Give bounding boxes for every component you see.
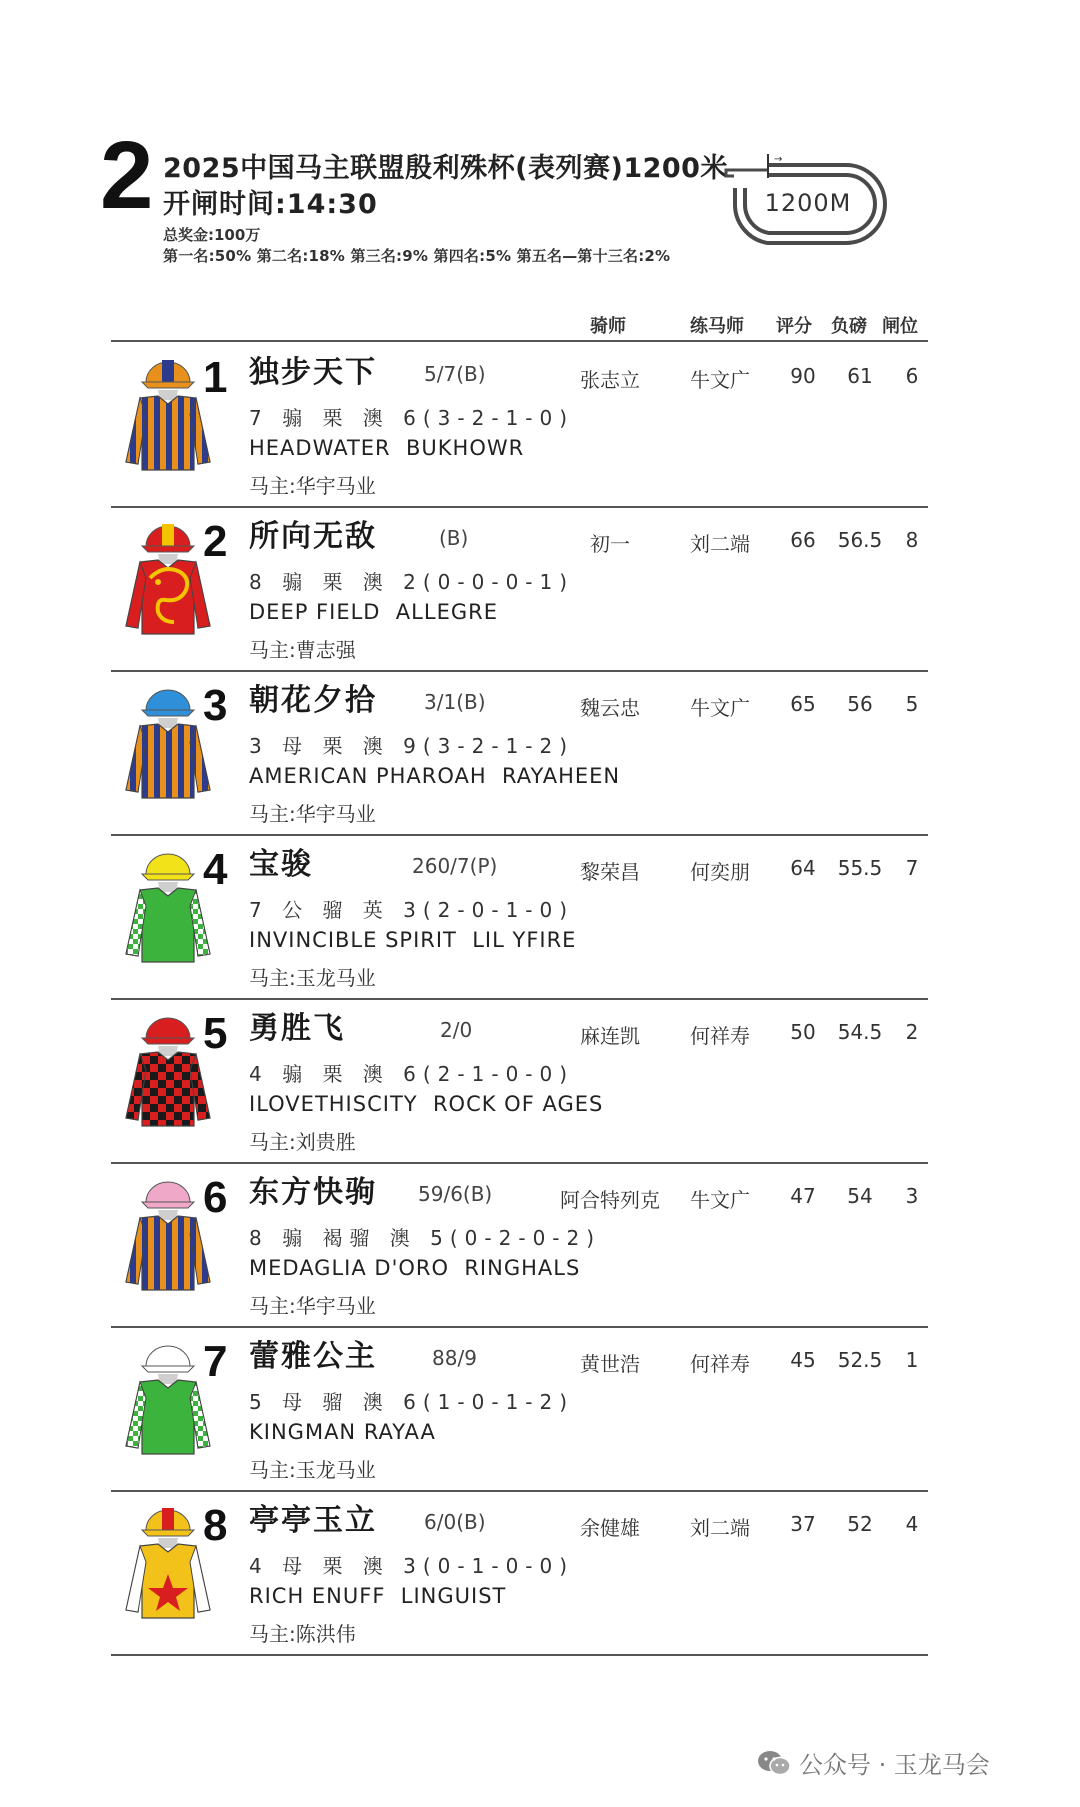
jockey-name: 麻连凯 — [580, 1024, 640, 1048]
runner-row — [0, 1328, 1080, 1492]
horse-details: 4 母 栗 澳 3(0-1-0-0) — [249, 1554, 575, 1578]
track-distance-label: 1200M — [764, 189, 852, 217]
runner-row — [0, 1000, 1080, 1164]
trainer-name: 牛文广 — [690, 1188, 750, 1212]
draw: 4 — [905, 1512, 919, 1536]
owner: 马主:陈洪伟 — [249, 1622, 356, 1646]
runner-number: 1 — [203, 353, 228, 402]
header-rule — [111, 340, 928, 342]
odds: 59/6(B) — [418, 1182, 493, 1206]
rating: 47 — [790, 1184, 816, 1208]
draw: 8 — [905, 528, 919, 552]
runner-row — [0, 836, 1080, 1000]
weight: 52 — [847, 1512, 873, 1536]
draw: 3 — [905, 1184, 919, 1208]
weight: 56 — [847, 692, 873, 716]
jockey-name: 魏云忠 — [580, 696, 640, 720]
sire-dam: MEDAGLIA D'ORO RINGHALS — [249, 1256, 581, 1280]
trainer-name: 何奕朋 — [690, 860, 750, 884]
horse-name: 朝花夕拾 — [249, 683, 377, 718]
jockey-name: 余健雄 — [580, 1516, 640, 1540]
sire-dam: AMERICAN PHAROAH RAYAHEEN — [249, 764, 621, 788]
footer-text: 公众号 · 玉龙马会 — [799, 1751, 990, 1779]
rating: 37 — [790, 1512, 816, 1536]
trainer-name: 何祥寿 — [690, 1024, 750, 1048]
owner: 马主:玉龙马业 — [249, 966, 376, 990]
header-jockey: 骑师 — [590, 316, 626, 337]
weight: 55.5 — [837, 856, 883, 880]
horse-name: 宝骏 — [249, 847, 313, 882]
jockey-name: 黄世浩 — [580, 1352, 640, 1376]
runner-row — [0, 508, 1080, 672]
draw: 1 — [905, 1348, 919, 1372]
draw: 5 — [905, 692, 919, 716]
owner: 马主:玉龙马业 — [249, 1458, 376, 1482]
runner-number: 6 — [203, 1173, 228, 1222]
sire-dam: RICH ENUFF LINGUIST — [249, 1584, 507, 1608]
runner-number: 4 — [203, 845, 228, 894]
owner: 马主:华宇马业 — [249, 802, 376, 826]
sire-dam: ILOVETHISCITY ROCK OF AGES — [249, 1092, 604, 1116]
trainer-name: 牛文广 — [690, 696, 750, 720]
sire-dam: INVINCIBLE SPIRIT LIL YFIRE — [249, 928, 577, 952]
runner-number: 5 — [203, 1009, 228, 1058]
rating: 50 — [790, 1020, 816, 1044]
runner-number: 2 — [203, 517, 228, 566]
odds: (B) — [439, 526, 469, 550]
header-trainer: 练马师 — [690, 316, 744, 337]
header-rating: 评分 — [776, 316, 812, 337]
trainer-name: 牛文广 — [690, 368, 750, 392]
sire-dam: HEADWATER BUKHOWR — [249, 436, 525, 460]
weight: 54 — [847, 1184, 873, 1208]
draw: 7 — [905, 856, 919, 880]
trainer-name: 何祥寿 — [690, 1352, 750, 1376]
runner-row — [0, 1164, 1080, 1328]
svg-text:→: → — [774, 154, 783, 165]
runner-number: 7 — [203, 1337, 228, 1386]
wechat-icon — [757, 1750, 791, 1776]
rating: 90 — [790, 364, 816, 388]
runner-number: 3 — [203, 681, 228, 730]
track-diagram — [718, 148, 928, 260]
owner: 马主:曹志强 — [249, 638, 356, 662]
footer — [757, 1745, 990, 1780]
jockey-name: 黎荣昌 — [580, 860, 640, 884]
weight: 54.5 — [837, 1020, 883, 1044]
total-purse: 总奖金:100万 — [163, 226, 261, 244]
prize-distribution: 第一名:50% 第二名:18% 第三名:9% 第四名:5% 第五名—第十三名:2% — [163, 247, 671, 265]
row-divider — [111, 1654, 928, 1656]
odds: 3/1(B) — [424, 690, 486, 714]
rating: 65 — [790, 692, 816, 716]
rating: 45 — [790, 1348, 816, 1372]
start-time: 开闸时间:14:30 — [163, 189, 378, 220]
horse-name: 东方快驹 — [249, 1175, 377, 1210]
rating: 64 — [790, 856, 816, 880]
runner-row — [0, 1492, 1080, 1656]
horse-details: 4 骟 栗 澳 6(2-1-0-0) — [249, 1062, 575, 1086]
runner-number: 8 — [203, 1501, 228, 1550]
header-weight: 负磅 — [831, 316, 867, 337]
rating: 66 — [790, 528, 816, 552]
horse-name: 所向无敌 — [249, 519, 377, 554]
trainer-name: 刘二端 — [690, 1516, 750, 1540]
owner: 马主:刘贵胜 — [249, 1130, 356, 1154]
horse-details: 5 母 骝 澳 6(1-0-1-2) — [249, 1390, 575, 1414]
odds: 260/7(P) — [412, 854, 498, 878]
runner-row — [0, 672, 1080, 836]
horse-name: 独步天下 — [249, 355, 377, 390]
weight: 52.5 — [837, 1348, 883, 1372]
trainer-name: 刘二端 — [690, 532, 750, 556]
horse-name: 勇胜飞 — [249, 1011, 345, 1046]
weight: 61 — [847, 364, 873, 388]
odds: 2/0 — [440, 1018, 473, 1042]
jockey-name: 张志立 — [580, 368, 640, 392]
weight: 56.5 — [837, 528, 883, 552]
owner: 马主:华宇马业 — [249, 1294, 376, 1318]
owner: 马主:华宇马业 — [249, 474, 376, 498]
odds: 6/0(B) — [424, 1510, 486, 1534]
jockey-name: 阿合特列克 — [560, 1188, 660, 1212]
horse-name: 亭亭玉立 — [249, 1503, 377, 1538]
race-number: 2 — [100, 122, 154, 229]
horse-details: 8 骟 褐骝 澳 5(0-2-0-2) — [249, 1226, 602, 1250]
horse-name: 蕾雅公主 — [249, 1339, 377, 1374]
header-draw: 闸位 — [882, 316, 918, 337]
odds: 88/9 — [432, 1346, 477, 1370]
horse-details: 8 骟 栗 澳 2(0-0-0-1) — [249, 570, 575, 594]
runner-row — [0, 344, 1080, 508]
sire-dam: KINGMAN RAYAA — [249, 1420, 436, 1444]
race-title: 2025中国马主联盟殷利殊杯(表列赛)1200米 — [163, 153, 728, 184]
odds: 5/7(B) — [424, 362, 486, 386]
horse-details: 7 骟 栗 澳 6(3-2-1-0) — [249, 406, 575, 430]
horse-details: 3 母 栗 澳 9(3-2-1-2) — [249, 734, 575, 758]
draw: 6 — [905, 364, 919, 388]
draw: 2 — [905, 1020, 919, 1044]
jockey-name: 初一 — [590, 532, 630, 556]
horse-details: 7 公 骝 英 3(2-0-1-0) — [249, 898, 575, 922]
sire-dam: DEEP FIELD ALLEGRE — [249, 600, 498, 624]
